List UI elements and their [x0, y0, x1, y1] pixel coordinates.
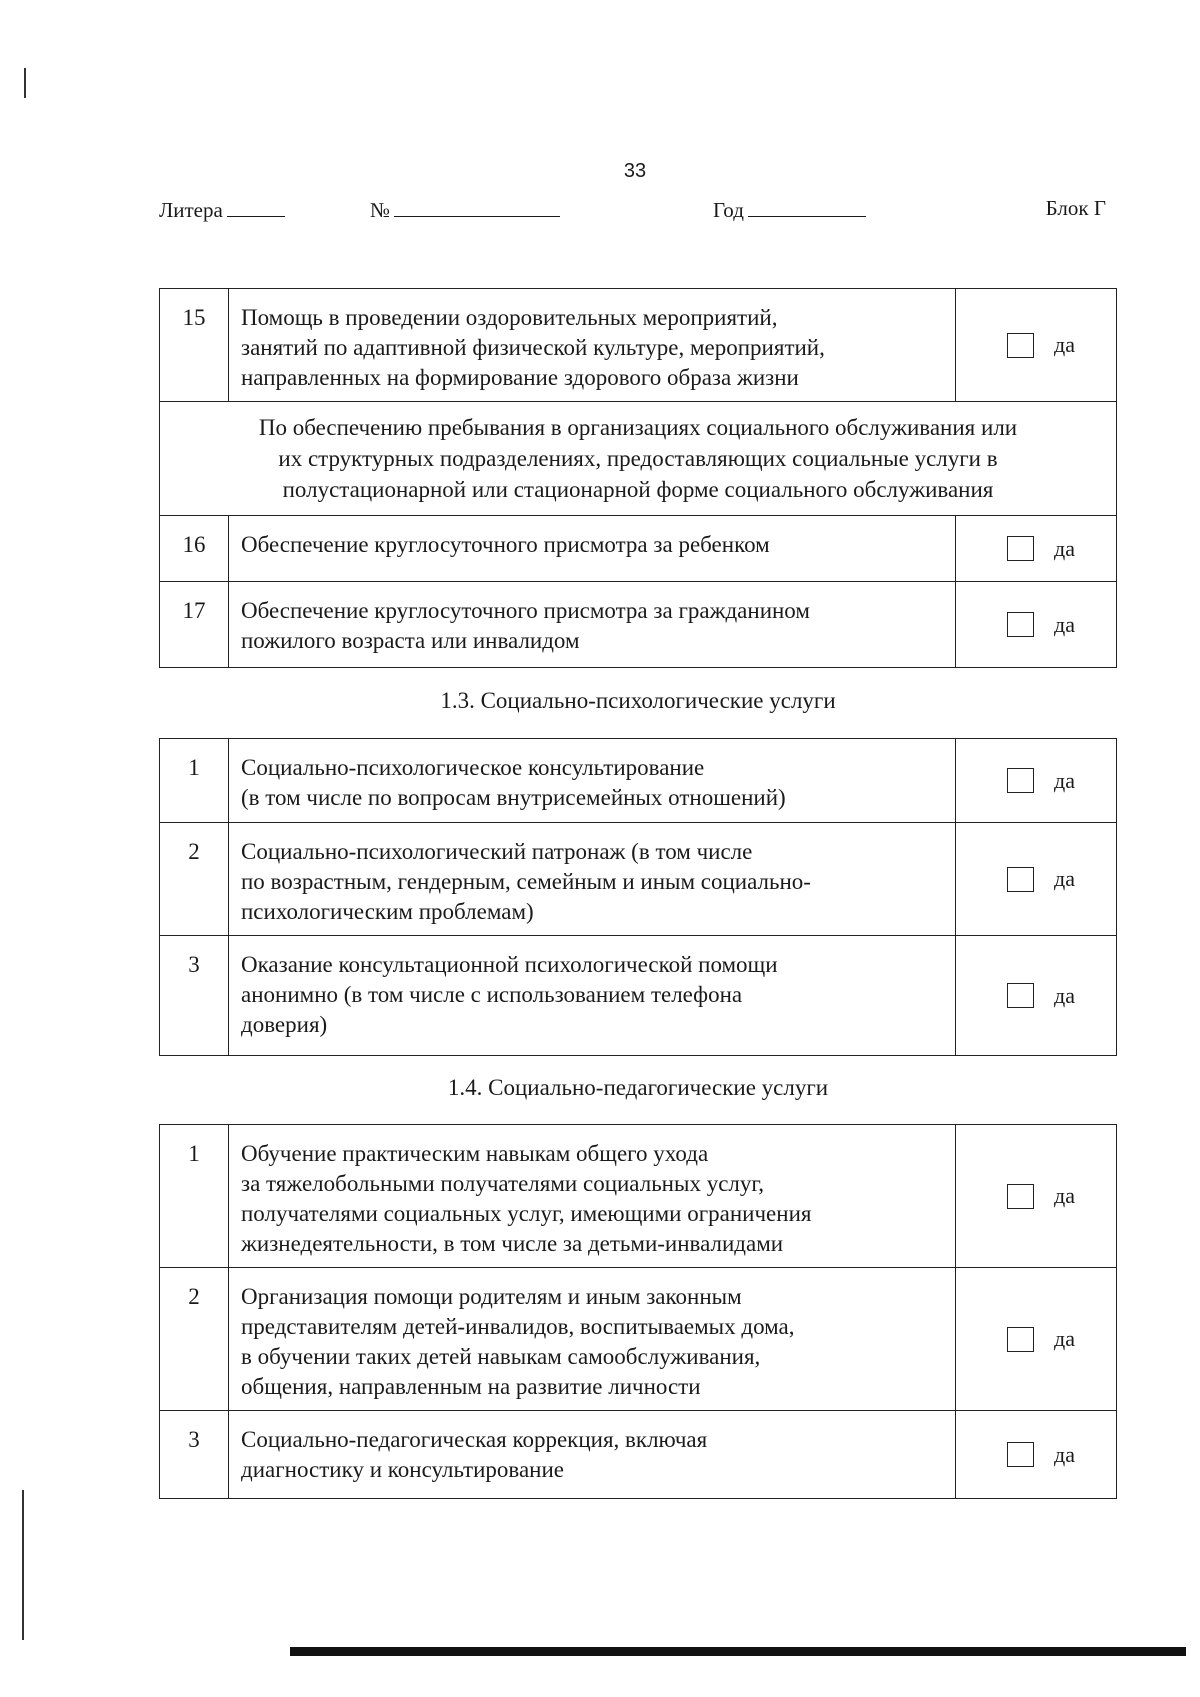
table-row [160, 1411, 1117, 1499]
text-line: диагностику и консультирование [241, 1457, 565, 1482]
checkbox-cell [956, 1411, 1117, 1499]
text-line: за тяжелобольными получателями социальных услуг, [241, 1171, 764, 1196]
table-row [160, 582, 1117, 668]
checkbox[interactable] [1007, 768, 1034, 793]
text-line: по возрастным, гендерным, семейным и иным социально- [241, 869, 811, 894]
checkbox-cell [956, 823, 1117, 936]
checkbox-label: да [1054, 611, 1075, 637]
table-row [160, 289, 1117, 402]
checkbox-label: да [1054, 1441, 1075, 1467]
scan-margin-mark [24, 68, 26, 98]
row-number: 16 [160, 516, 229, 582]
service-description [229, 1268, 956, 1411]
text-line: пожилого возраста или инвалидом [241, 628, 580, 653]
checkbox-cell [956, 289, 1117, 402]
text-line: занятий по адаптивной физической культуре, мероприятий, [241, 335, 825, 360]
text-line: (в том числе по вопросам внутрисемейных отношений) [241, 785, 786, 810]
table-row [160, 739, 1117, 823]
service-description [229, 1125, 956, 1268]
row-number: 3 [160, 1411, 229, 1499]
checkbox-label: да [1054, 982, 1075, 1008]
row-number: 1 [160, 739, 229, 823]
checkbox-cell [956, 1125, 1117, 1268]
text-line: Обучение практическим навыкам общего ухода [241, 1141, 709, 1166]
text-line: направленных на формирование здорового образа жизни [241, 365, 799, 390]
text-line: Социально-психологический патронаж (в том числе [241, 839, 753, 864]
checkbox-label: да [1054, 1326, 1075, 1351]
service-description [229, 1411, 956, 1499]
checkbox-label: да [1054, 866, 1075, 891]
table-row [160, 1125, 1117, 1268]
text-line: их структурных подразделениях, предоставляющих социальные услуги в [278, 446, 998, 471]
table-row [160, 936, 1117, 1056]
services-table-1-4 [159, 1124, 1117, 1499]
checkbox[interactable] [1007, 983, 1034, 1008]
checkbox-cell [956, 936, 1117, 1056]
text-line: психологическим проблемам) [241, 899, 534, 924]
litera-field[interactable] [159, 196, 285, 223]
checkbox-label: да [1054, 767, 1075, 793]
checkbox[interactable] [1007, 1442, 1034, 1467]
row-number: 15 [160, 289, 229, 402]
row-number: 17 [160, 582, 229, 668]
bottom-rule [290, 1647, 1186, 1656]
row-number: 2 [160, 823, 229, 936]
checkbox-label: да [1054, 1183, 1075, 1208]
text-line: Оказание консультационной психологической помощи [241, 952, 778, 977]
section-title-1-4: 1.4. Социально-педагогические услуги [447, 1075, 829, 1100]
checkbox-cell [956, 739, 1117, 823]
row-number: 1 [160, 1125, 229, 1268]
text-line: Обеспечение круглосуточного присмотра за гражданином [241, 598, 810, 623]
litera-blank[interactable] [227, 196, 285, 217]
services-table-1-3 [159, 738, 1117, 1056]
services-table-a [159, 288, 1117, 668]
text-line: Социально-педагогическая коррекция, включая [241, 1427, 708, 1452]
page-number: 33 [623, 160, 647, 182]
litera-label: Литера [159, 198, 223, 222]
group-heading [160, 402, 1117, 516]
checkbox[interactable] [1007, 333, 1034, 358]
checkbox-label: да [1054, 535, 1075, 561]
text-line: Социально-психологическое консультирование [241, 755, 705, 780]
row-number: 3 [160, 936, 229, 1056]
table-row [160, 823, 1117, 936]
checkbox[interactable] [1007, 1184, 1034, 1209]
text-line: получателями социальных услуг, имеющими ограничения [241, 1201, 812, 1226]
service-description [229, 936, 956, 1056]
number-field[interactable] [370, 196, 560, 223]
row-number: 2 [160, 1268, 229, 1411]
text-line: анонимно (в том числе с использованием телефона [241, 982, 743, 1007]
year-field[interactable] [713, 196, 866, 223]
text-line: в обучении таких детей навыкам самообслуживания, [241, 1344, 761, 1369]
checkbox[interactable] [1007, 1327, 1034, 1352]
section-title-1-3: 1.3. Социально-психологические услуги [440, 688, 836, 713]
checkbox[interactable] [1007, 867, 1034, 892]
number-label: № [370, 198, 391, 222]
year-label: Год [713, 198, 744, 222]
text-line: Организация помощи родителям и иным законным [241, 1284, 742, 1309]
checkbox[interactable] [1007, 536, 1034, 561]
group-heading-row [160, 402, 1117, 516]
text-line: жизнедеятельности, в том числе за детьми-инвалидами [241, 1231, 784, 1256]
table-row [160, 516, 1117, 582]
number-blank[interactable] [394, 196, 560, 217]
service-description [229, 739, 956, 823]
checkbox[interactable] [1007, 612, 1034, 637]
checkbox-cell [956, 1268, 1117, 1411]
text-line: Обеспечение круглосуточного присмотра за ребенком [241, 532, 770, 557]
table-row [160, 1268, 1117, 1411]
text-line: доверия) [241, 1012, 328, 1037]
scan-margin-mark [22, 1490, 24, 1640]
text-line: Помощь в проведении оздоровительных мероприятий, [241, 305, 778, 330]
service-description [229, 289, 956, 402]
text-line: По обеспечению пребывания в организациях социального обслуживания или [258, 415, 1018, 440]
text-line: полустационарной или стационарной форме социального обслуживания [282, 477, 994, 502]
text-line: общения, направленным на развитие личности [241, 1374, 701, 1399]
checkbox-cell [956, 516, 1117, 582]
checkbox-label: да [1054, 332, 1075, 357]
block-label: Блок Г [1045, 196, 1106, 220]
checkbox-cell [956, 582, 1117, 668]
text-line: представителям детей-инвалидов, воспитываемых дома, [241, 1314, 795, 1339]
year-blank[interactable] [748, 196, 866, 217]
service-description [229, 823, 956, 936]
service-description [229, 516, 956, 582]
service-description [229, 582, 956, 668]
